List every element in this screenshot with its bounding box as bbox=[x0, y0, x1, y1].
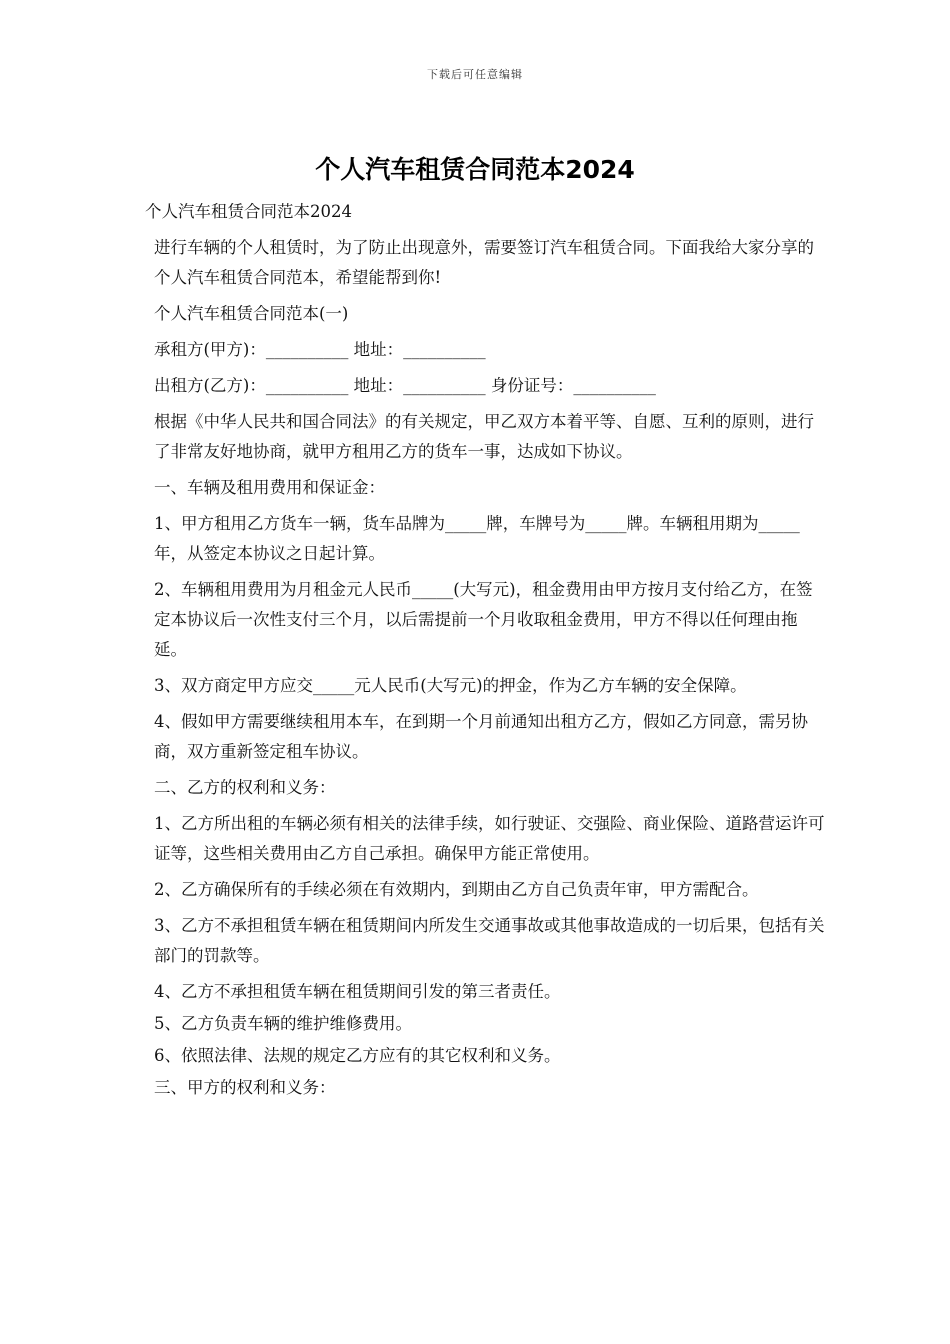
body-clause-2-3: 3、乙方不承担租赁车辆在租赁期间内所发生交通事故或其他事故造成的一切后果，包括有关部门的罚款等。 bbox=[154, 916, 825, 965]
body-paragraph-intro: 进行车辆的个人租赁时，为了防止出现意外，需要签订汽车租赁合同。下面我给大家分享的个人汽车租赁合同范本，希望能帮到你! bbox=[154, 238, 814, 287]
body-clause-2-2: 2、乙方确保所有的手续必须在有效期内，到期由乙方自己负责年审，甲方需配合。 bbox=[154, 880, 759, 899]
body-clause-2-5: 5、乙方负责车辆的维护维修费用。 bbox=[154, 1014, 412, 1033]
body-clause-1-4: 4、假如甲方需要继续租用本车，在到期一个月前通知出租方乙方，假如乙方同意，需另协商，双方重新签定租车协议。 bbox=[154, 712, 808, 761]
body-heading-lessor-rights: 二、乙方的权利和义务： bbox=[154, 778, 336, 797]
body-clause-2-1: 1、乙方所出租的车辆必须有相关的法律手续，如行驶证、交强险、商业保险、道路营运许可证等，这些相关费用由乙方自己承担。确保甲方能正常使用。 bbox=[154, 814, 825, 863]
body-paragraph-lessee: 承租方(甲方)：__________ 地址：__________ bbox=[154, 340, 486, 359]
body-paragraph-preamble: 根据《中华人民共和国合同法》的有关规定，甲乙双方本着平等、自愿、互利的原则，进行了非常友好地协商，就甲方租用乙方的货车一事，达成如下协议。 bbox=[154, 412, 814, 461]
body-clause-2-4: 4、乙方不承担租赁车辆在租赁期间引发的第三者责任。 bbox=[154, 982, 561, 1001]
body-clause-1-1: 1、甲方租用乙方货车一辆，货车品牌为_____牌，车牌号为_____牌。车辆租用期为_____年，从签定本协议之日起计算。 bbox=[154, 514, 800, 563]
body-heading-vehicle-fees: 一、车辆及租用费用和保证金： bbox=[154, 478, 385, 497]
body-paragraph-lessor: 出租方(乙方)：__________ 地址：__________ 身份证号：__________ bbox=[154, 376, 656, 395]
body-clause-1-3: 3、双方商定甲方应交_____元人民币(大写元)的押金，作为乙方车辆的安全保障。 bbox=[154, 676, 747, 695]
page-header-note: 下载后可任意编辑 bbox=[427, 68, 523, 81]
document-body bbox=[145, 197, 825, 1109]
body-clause-1-2: 2、车辆租用费用为月租金元人民币_____(大写元)，租金费用由甲方按月支付给乙方，在签定本协议后一次性支付三个月，以后需提前一个月收取租金费用，甲方不得以任何理由拖延。 bbox=[154, 580, 813, 659]
document-title: 个人汽车租赁合同范本2024 bbox=[315, 155, 635, 184]
body-clause-2-6: 6、依照法律、法规的规定乙方应有的其它权利和义务。 bbox=[154, 1046, 561, 1065]
body-heading-lessee-rights: 三、甲方的权利和义务： bbox=[154, 1078, 336, 1097]
body-paragraph-section-title: 个人汽车租赁合同范本(一) bbox=[154, 304, 349, 323]
body-paragraph-subtitle: 个人汽车租赁合同范本2024 bbox=[145, 202, 352, 221]
